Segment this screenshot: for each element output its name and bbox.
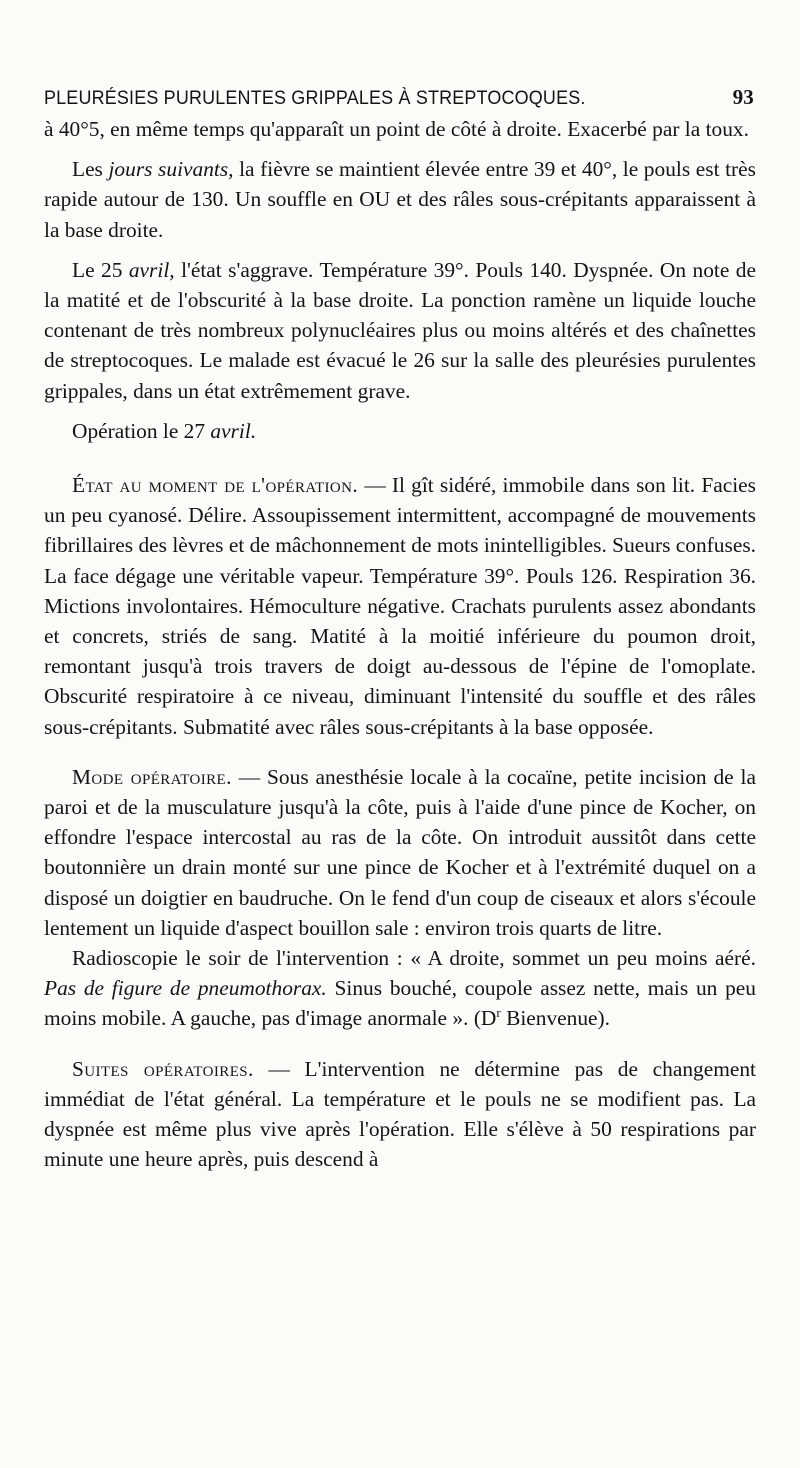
italic-fragment: avril, <box>128 257 175 282</box>
italic-fragment: avril. <box>210 418 257 443</box>
text-fragment: Le 25 <box>72 257 123 282</box>
italic-fragment: Pas de figure de pneumothorax. <box>44 976 327 1001</box>
section-heading: État au moment de l'opération. <box>72 473 359 498</box>
paragraph-following-days <box>44 154 756 245</box>
text-fragment: Les <box>72 157 103 182</box>
paragraph-radioscopy <box>44 943 756 1034</box>
section-postoperative <box>44 1054 756 1175</box>
running-title: PLEURÉSIES PURULENTES GRIPPALES À STREPTOCOQUES. <box>44 87 586 109</box>
text-fragment: Opération le 27 <box>72 418 206 443</box>
signature-fragment: (D <box>473 1006 497 1031</box>
book-page <box>44 80 756 1175</box>
text-fragment: la fièvre se maintient élevée entre 39 et 40°, le pouls est très rapide autour de 130. Un souffle en OU et des râles sous-crépitants apparaissent à la base droite. <box>44 157 756 242</box>
section-state-at-operation <box>44 470 756 742</box>
signature-fragment: Bienvenue). <box>500 1006 611 1031</box>
section-heading: Mode opératoire. <box>72 764 232 789</box>
section-text: — Il gît sidéré, immobile dans son lit. Facies un peu cyanosé. Délire. Assoupissement intermittent, accompagné de mouvements fibrillaires des lèvres et de mâchonnement de mots inintelligibles. Sueurs confuses. La face dégage une véritable vapeur. Température 39°. Pouls 126. Respiration 36. Mictions involontaires. Hémoculture négative. Crachats purulents assez abondants et concrets, striés de sang. Matité à la moitié inférieure du poumon droit, remontant jusqu'à trois travers de doigt au-dessous de l'épine de l'omoplate. Obscurité respiratoire à ce niveau, diminuant l'intensité du souffle et des râles sous-crépitants. Submatité avec râles sous-crépitants à la base opposée. <box>44 473 756 739</box>
paragraph-fever: à 40°5, en même temps qu'apparaît un point de côté à droite. Exacerbé par la toux. <box>44 117 749 141</box>
text-fragment: l'état s'aggrave. Température 39°. Pouls 140. Dyspnée. On note de la matité et de l'obscurité à la base droite. La ponction ramène un liquide louche contenant de très nombreux polynucléaires plus ou moins altérés et des chaînettes de streptocoques. Le malade est évacué le 26 sur la salle des pleurésies purulentes grippales, dans un état extrêmement grave. <box>44 257 756 403</box>
text-fragment: Radioscopie le soir de l'intervention : « A droite, sommet un peu moins aéré. <box>72 946 756 971</box>
text-fragment: Sinus bouché, coupole assez nette, mais un peu moins mobile. A gauche, pas d'image anormale ». <box>44 976 756 1031</box>
section-text: — Sous anesthésie locale à la cocaïne, petite incision de la paroi et de la musculature jusqu'à la côte, puis à l'aide d'une pince de Kocher, on effondre l'espace intercostal au ras de la côte. On introduit aussitôt dans cette boutonnière un drain monté sur une pince de Kocher et à l'extrémité duquel on a disposé un doigtier en baudruche. On le fend d'un coup de ciseaux et alors s'écoule lentement un liquide d'aspect bouillon sale : environ trois quarts de litre. <box>44 764 756 940</box>
running-header <box>44 80 756 114</box>
signature-superscript: r <box>496 1005 501 1021</box>
page-number: 93 <box>732 85 754 109</box>
paragraph-operation-date <box>44 416 756 446</box>
section-operative-mode <box>44 762 756 943</box>
section-text: — L'intervention ne détermine pas de changement immédiat de l'état général. La température et le pouls ne se modifient pas. La dyspnée est même plus vive après l'opération. Elle s'élève à 50 respirations par minute une heure après, puis descend à <box>44 1056 756 1172</box>
section-heading: Suites opératoires. <box>72 1056 254 1081</box>
italic-fragment: jours suivants, <box>108 157 234 182</box>
paragraph-april-25 <box>44 255 756 406</box>
